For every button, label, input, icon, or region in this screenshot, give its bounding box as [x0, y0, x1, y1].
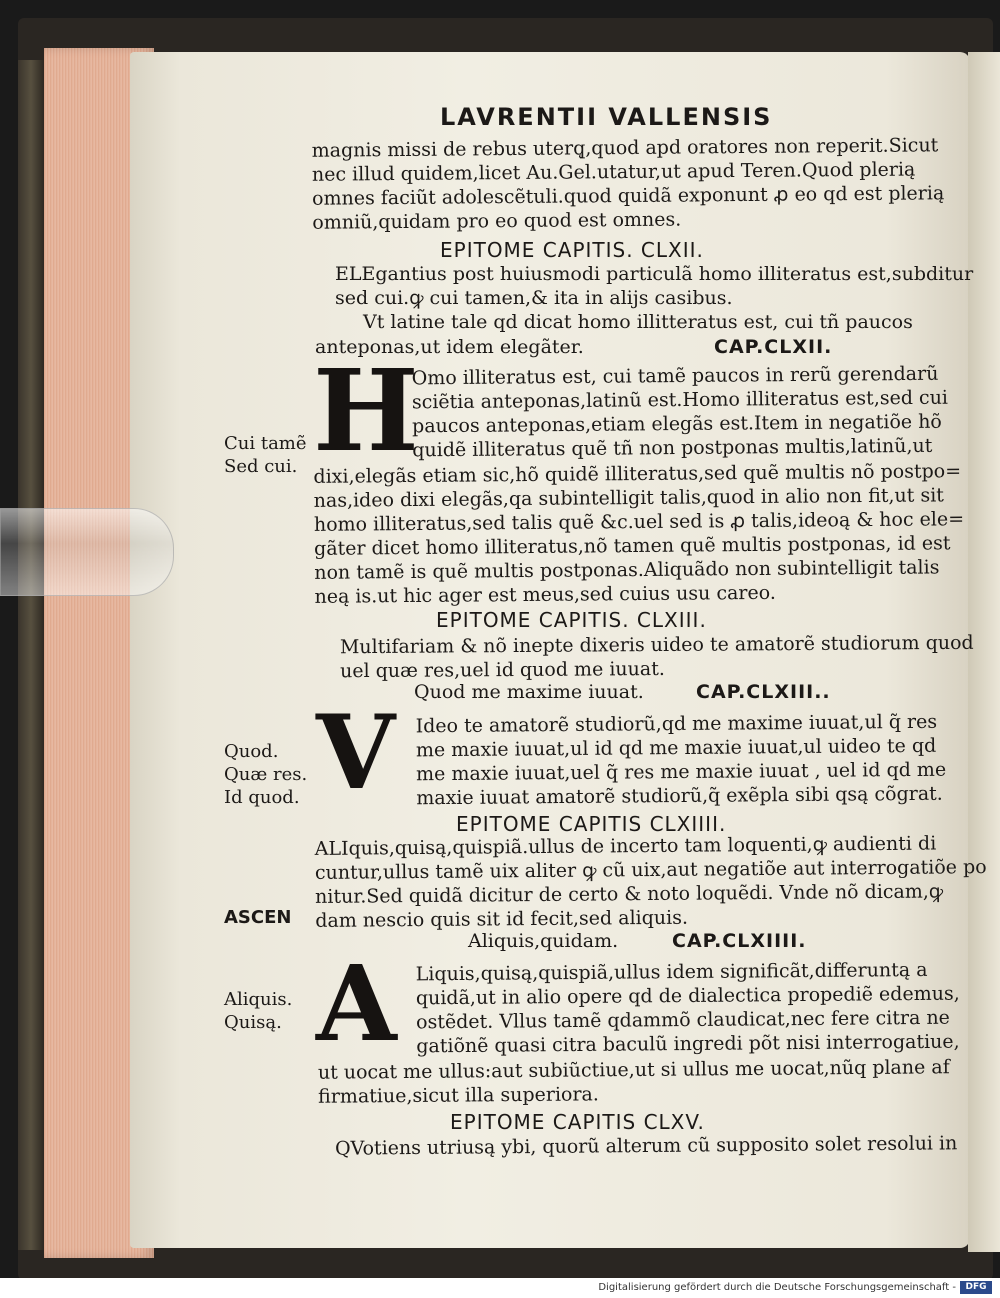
text-line: Multifariam & nõ inepte dixeris uideo te amatorẽ studiorum quod	[339, 631, 974, 659]
epitome-heading-164: EPITOME CAPITIS CLXIIII.	[456, 812, 727, 836]
text-line: QVotiens utriusą ybi, quorũ alterum cũ supposito solet resolui in	[334, 1132, 958, 1160]
text-line: paucos anteponas,etiam elegãs est.Item in negatiõe hõ	[412, 410, 942, 438]
text-line: nas,ideo dixi elegãs,qa subintelligit talis,quod in alio non fit,ut sit	[313, 484, 944, 512]
text-line: Omo illiteratus est, cui tamẽ paucos in rerũ gerendarũ	[411, 362, 939, 390]
text-line: cuntur,ullus tamẽ uix aliter ꝙ cũ uix,aut negatiõe aut interrogatiõe po	[314, 856, 987, 884]
book-strap	[0, 508, 174, 596]
margin-note-163	[224, 740, 307, 809]
text-line: uel quæ res,uel id quod me iuuat.	[340, 657, 665, 683]
margin-note-line: Id quod.	[224, 787, 300, 808]
chapter-number-162: CAP.CLXII.	[714, 336, 833, 358]
chapter-heading-162-line1: Vt latine tale qd dicat homo illitteratus est, cui tñ paucos	[363, 311, 913, 333]
text-line: ELEgantius post huiusmodi particulã homo illiteratus est,subditur	[335, 263, 974, 285]
text-block-4	[315, 831, 988, 933]
text-line: firmatiue,sicut illa superiora.	[318, 1083, 599, 1108]
margin-note-line: Quod.	[224, 741, 279, 762]
text-line: nitur.Sed quidã dicitur de certo & noto loquẽdi. Vnde nõ dicam,ꝙ	[315, 880, 944, 908]
margin-note-line: Quæ res.	[224, 764, 308, 785]
epitome-heading-163: EPITOME CAPITIS. CLXIII.	[436, 608, 707, 632]
text-line: homo illiteratus,sed talis quẽ &c.uel sed is ꝓ talis,ideoą & hoc ele=	[313, 508, 965, 536]
book-cover-edge	[18, 60, 44, 1250]
text-line: quidẽ illiteratus quẽ tñ non postponas multis,latinũ,ut	[412, 434, 933, 462]
dfg-logo: DFG	[960, 1281, 992, 1294]
text-line: Liquis,quisą,quispiã,ullus idem significãt,differuntą a	[415, 958, 928, 986]
text-line: gatiõnẽ quasi citra baculũ ingredi põt nisi interrogatiue,	[416, 1030, 960, 1058]
chapter-number-164: CAP.CLXIIII.	[672, 930, 807, 952]
drop-cap-h: H	[313, 346, 419, 477]
drop-cap-a: A	[316, 942, 397, 1065]
text-line: quidã,ut in alio opere qd de dialectica propediẽ edemus,	[415, 982, 960, 1010]
chapter-164-text	[318, 1055, 950, 1109]
text-line: omnes faciũt adolescẽtuli.quod quidã exponunt ꝓ eo qd est plerią	[312, 182, 945, 210]
margin-note-line: Quisą.	[224, 1012, 282, 1033]
text-line: nec illud quidem,licet Au.Gel.utatur,ut apud Teren.Quod plerią	[311, 158, 916, 186]
text-line: gãter dicet homo illiteratus,nõ tamen quẽ multis postponas, id est	[314, 532, 951, 560]
text-line: ALIquis,quisą,quispiã.ullus de incerto tam loquenti,ꝙ audienti di	[314, 832, 937, 860]
margin-note-line: Sed cui.	[224, 456, 298, 477]
margin-note-164	[224, 988, 292, 1034]
chapter-164-initial-lines	[416, 958, 961, 1059]
epitome-heading-162: EPITOME CAPITIS. CLXII.	[440, 238, 704, 262]
chapter-heading-162-line2: anteponas,ut idem elegãter.	[315, 336, 584, 358]
chapter-heading-164: Aliquis,quidam.	[468, 930, 619, 952]
margin-note-line: Cui tamẽ	[224, 433, 307, 454]
chapter-number-163: CAP.CLXIII..	[696, 681, 831, 703]
chapter-heading-163: Quod me maxime iuuat.	[414, 681, 644, 703]
text-line: neą is.ut hic ager est meus,sed cuius usu careo.	[314, 581, 776, 608]
chapter-162-text	[313, 459, 964, 609]
running-head: LAVRENTII VALLENSIS	[440, 103, 773, 131]
text-line: sciẽtia anteponas,latinũ est.Homo illiteratus est,sed cui	[411, 386, 949, 414]
text-line: magnis missi de rebus uterq̨,quod apd oratores non reperit.Sicut	[311, 134, 939, 162]
epitome-heading-165: EPITOME CAPITIS CLXV.	[450, 1110, 705, 1134]
text-line: me maxie iuuat,uel q̃ res me maxie iuuat , uel id qd me	[416, 758, 947, 786]
text-block-2	[335, 262, 973, 310]
chapter-162-initial-lines	[412, 362, 949, 463]
drop-cap-v: V	[316, 693, 396, 813]
text-line: Ideo te amatorẽ studiorũ,qd me maxime iuuat,ul q̃ res	[415, 710, 938, 738]
text-line: ut uocat me ullus:aut subiũctiue,ut si ullus me uocat,nũq plane af	[317, 1056, 950, 1084]
chapter-163-text	[416, 710, 947, 811]
text-line: non tamẽ is quẽ multis postponas.Aliquãdo non subintelligit talis	[314, 556, 940, 584]
margin-note-line: Aliquis.	[224, 989, 293, 1010]
text-line: sed cui.ꝙ cui tamen,& ita in alijs casibus.	[335, 287, 733, 309]
text-line: dam nescio quis sit id fecit,sed aliquis.	[315, 906, 689, 932]
text-line: dixi,elegãs etiam sic,hõ quidẽ illiteratus,sed quẽ multis nõ postpo=	[313, 460, 962, 488]
text-line: me maxie iuuat,ul id qd me maxie iuuat,ul uideo te qd	[415, 734, 937, 762]
text-block-1	[312, 133, 945, 235]
text-line: maxie iuuat amatorẽ studiorũ,q̃ exẽpla sibi qsą cõgrat.	[416, 782, 943, 810]
footer-credit: Digitalisierung gefördert durch die Deutsche Forschungsgemeinschaft -	[598, 1282, 956, 1293]
text-block-3	[340, 631, 974, 683]
text-line: ostẽdet. Vllus tamẽ qdammõ claudicat,nec fere citra ne	[416, 1006, 950, 1034]
text-line: omniũ,quidam pro eo quod est omnes.	[312, 208, 682, 234]
margin-note-162	[224, 432, 307, 478]
catchword-ascen: ASCEN	[224, 907, 292, 928]
